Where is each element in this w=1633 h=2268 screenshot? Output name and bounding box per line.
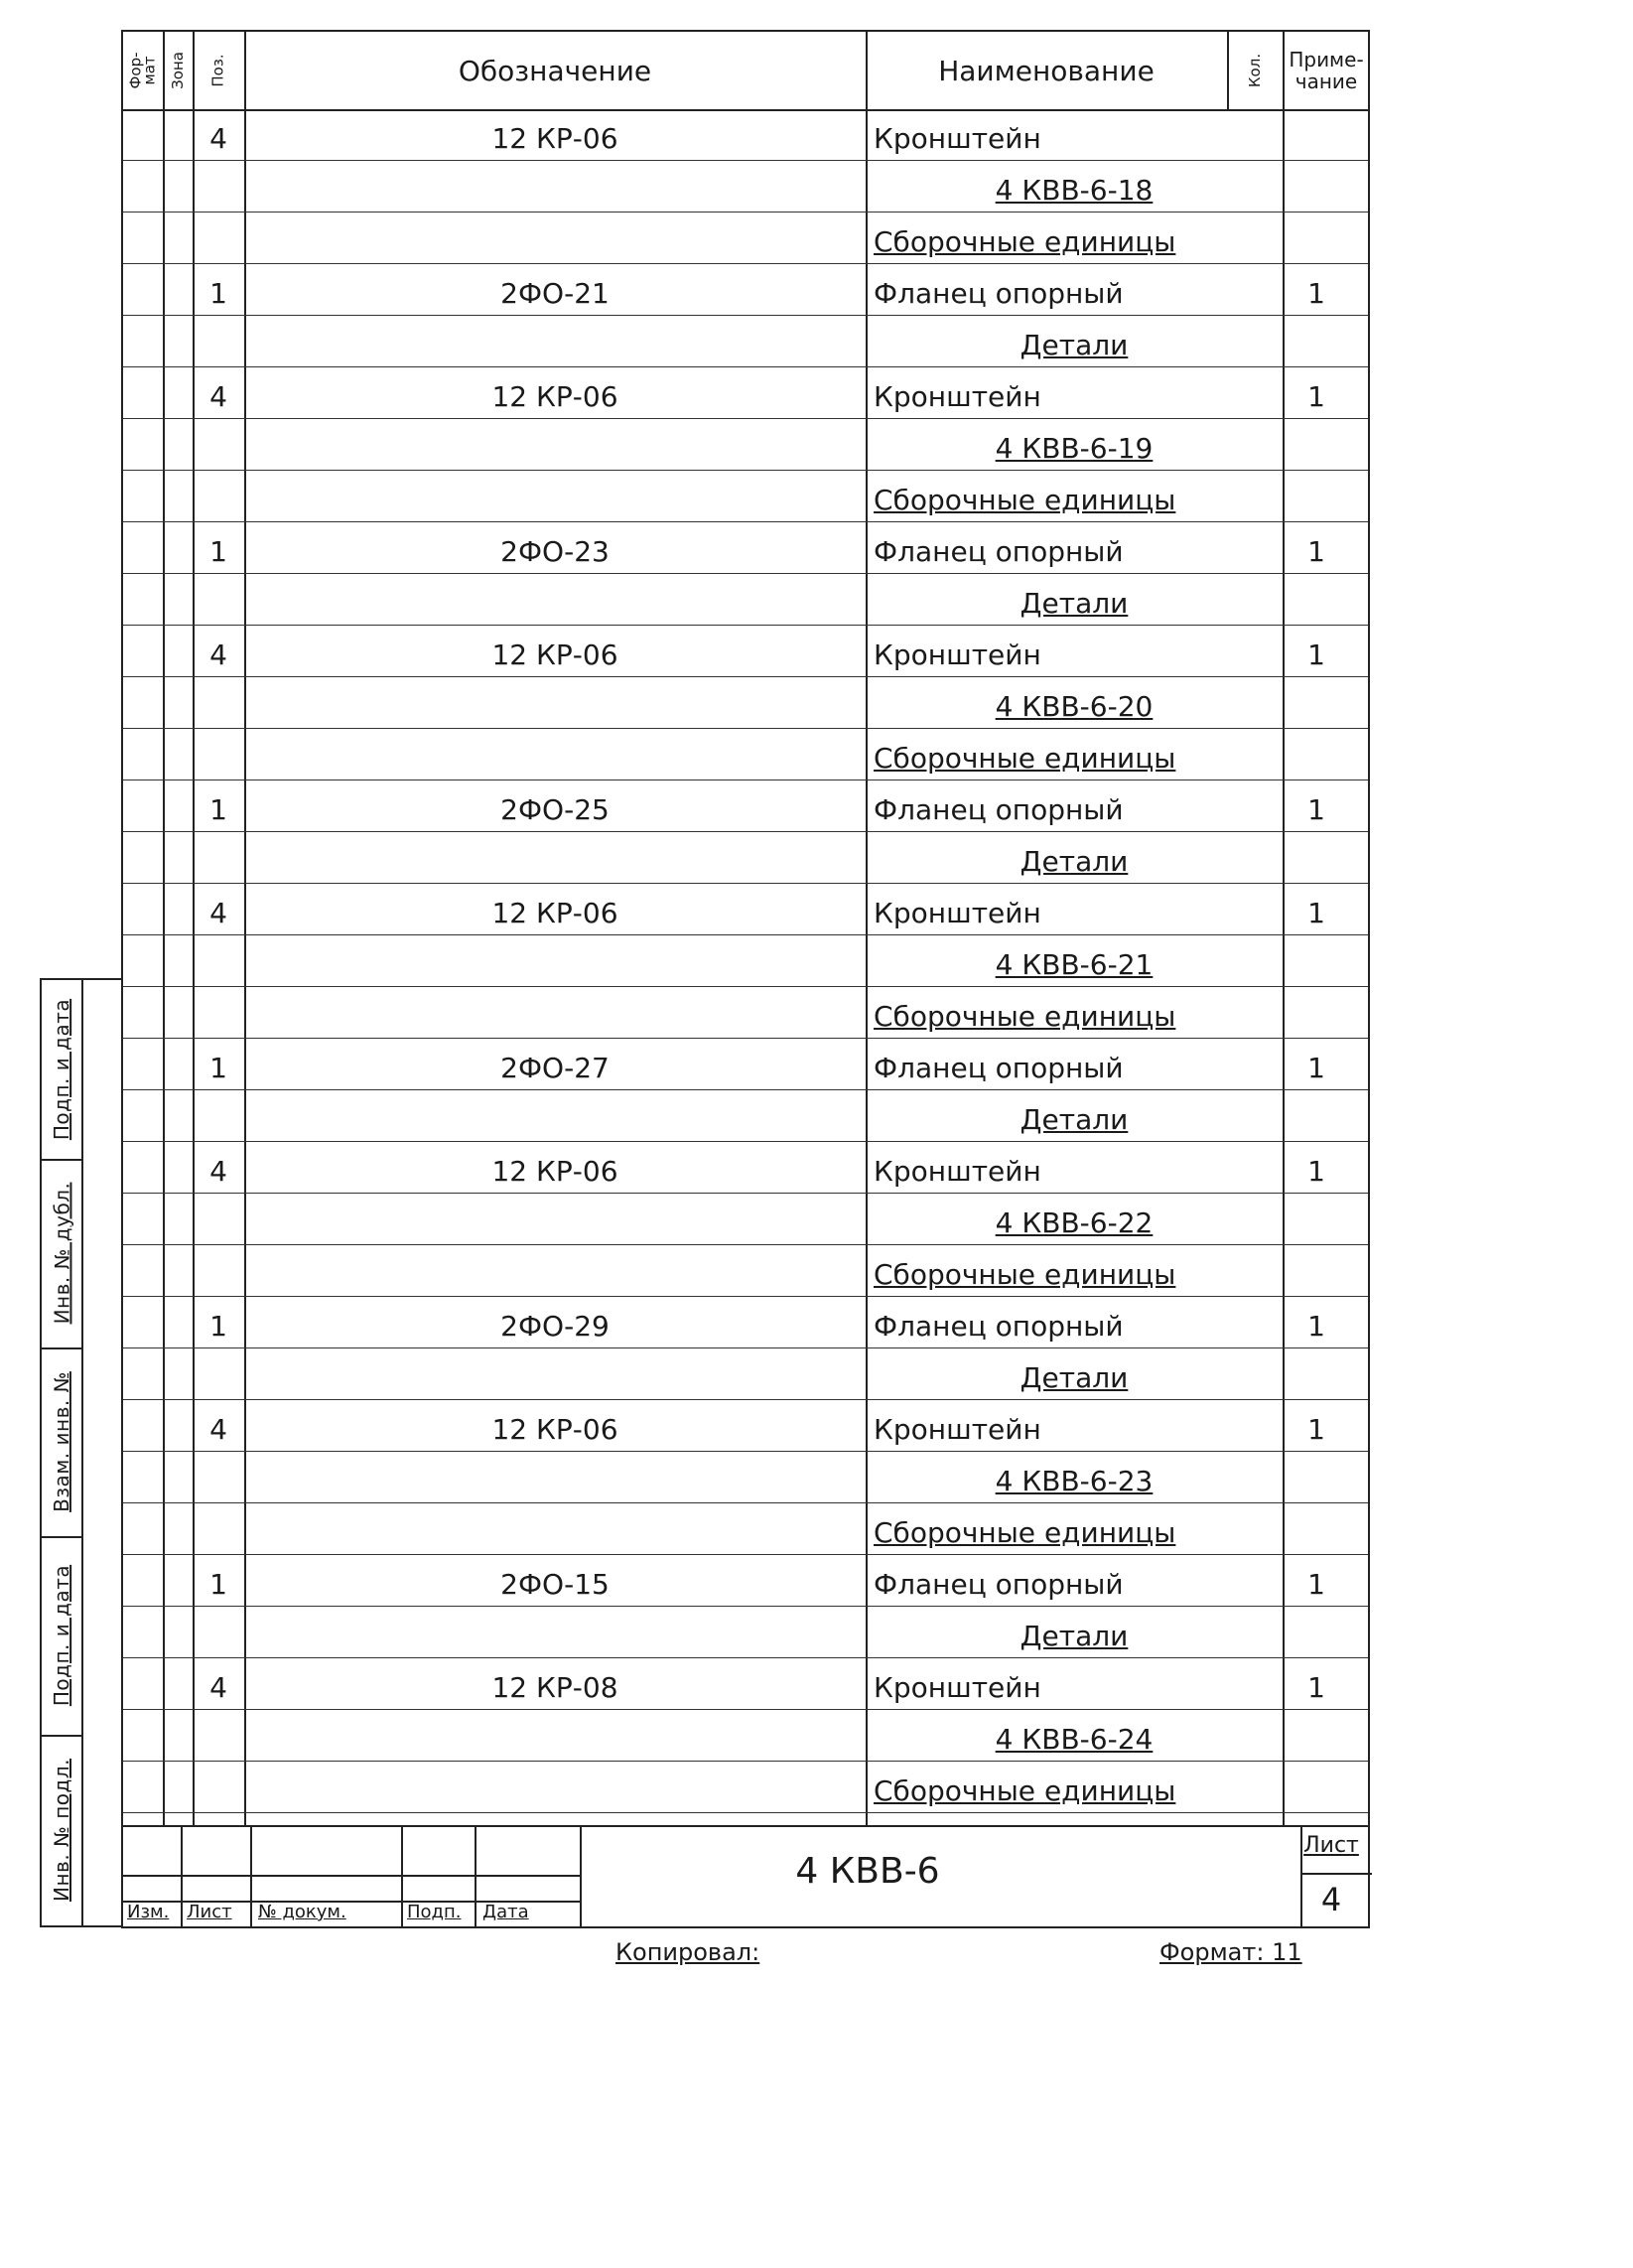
row-designation: 12 КР-06 <box>491 380 618 413</box>
row-name: Сборочные единицы <box>874 484 1176 516</box>
row-name: Детали <box>1020 329 1129 361</box>
row-designation: 12 КР-08 <box>491 1671 618 1704</box>
row-pos <box>193 677 244 729</box>
row-pos: 1 <box>209 277 227 310</box>
table-row <box>123 161 1368 213</box>
row-designation <box>244 1245 866 1297</box>
table-row <box>123 935 1368 987</box>
table-row <box>123 213 1368 264</box>
row-designation: 12 КР-06 <box>491 1155 618 1188</box>
row-pos <box>193 161 244 213</box>
row-pos: 4 <box>209 638 227 671</box>
row-designation <box>244 161 866 213</box>
row-pos: 1 <box>209 1052 227 1084</box>
row-qty <box>1283 832 1350 884</box>
side-stamp-strip <box>40 978 123 1927</box>
header-designation: Обозначение <box>458 54 652 87</box>
row-designation <box>244 1452 866 1503</box>
table-row <box>123 832 1368 884</box>
row-designation <box>244 987 866 1039</box>
side-label-orig-inv: Инв. № подл. <box>50 1759 74 1902</box>
row-designation: 2ФО-23 <box>500 535 610 568</box>
row-pos <box>193 1194 244 1245</box>
row-designation: 2ФО-25 <box>500 793 610 826</box>
row-qty: 1 <box>1307 1310 1325 1343</box>
row-pos: 4 <box>209 897 227 929</box>
table-row <box>123 1658 1368 1710</box>
table-row <box>123 264 1368 316</box>
table-row <box>123 1710 1368 1762</box>
row-designation <box>244 729 866 780</box>
row-name: 4 КВВ-6-23 <box>995 1465 1154 1497</box>
row-designation: 2ФО-15 <box>500 1568 610 1601</box>
row-qty <box>1283 574 1350 626</box>
row-qty <box>1283 419 1350 471</box>
row-name: Кронштейн <box>874 380 1041 413</box>
tb-label-date: Дата <box>482 1902 529 1922</box>
row-name: 4 КВВ-6-18 <box>995 174 1154 207</box>
table-row <box>123 677 1368 729</box>
row-name: Сборочные единицы <box>874 1000 1176 1033</box>
row-pos <box>193 1452 244 1503</box>
row-qty: 1 <box>1307 1413 1325 1446</box>
row-name: Фланец опорный <box>874 1052 1124 1084</box>
row-qty <box>1283 987 1350 1039</box>
row-pos <box>193 935 244 987</box>
row-name: Фланец опорный <box>874 1568 1124 1601</box>
table-row <box>123 574 1368 626</box>
row-designation <box>244 935 866 987</box>
tb-label-sign: Подп. <box>407 1902 462 1922</box>
row-designation: 12 КР-06 <box>491 122 618 155</box>
row-designation <box>244 213 866 264</box>
row-pos <box>193 1348 244 1400</box>
row-designation <box>244 832 866 884</box>
row-designation <box>244 471 866 522</box>
row-pos <box>193 729 244 780</box>
row-qty <box>1283 1762 1350 1813</box>
side-label-sign-date-2: Подп. и дата <box>50 1564 73 1707</box>
row-qty <box>1283 1194 1350 1245</box>
row-pos <box>193 1090 244 1142</box>
side-label-replace-inv: Взам. инв. № <box>50 1371 74 1512</box>
row-name: Фланец опорный <box>874 793 1124 826</box>
row-qty <box>1283 1503 1350 1555</box>
table-row <box>123 1452 1368 1503</box>
row-pos <box>193 1503 244 1555</box>
row-pos: 4 <box>209 1413 227 1446</box>
table-row <box>123 1090 1368 1142</box>
row-designation <box>244 1710 866 1762</box>
row-name: Кронштейн <box>874 897 1041 929</box>
row-pos <box>193 1607 244 1658</box>
row-name: 4 КВВ-6-22 <box>995 1206 1154 1239</box>
row-designation <box>244 574 866 626</box>
row-name: 4 КВВ-6-19 <box>995 432 1154 465</box>
row-qty <box>1283 161 1350 213</box>
row-name: 4 КВВ-6-21 <box>995 948 1154 981</box>
row-designation <box>244 419 866 471</box>
table-row <box>123 1555 1368 1607</box>
copied-by-label: Копировал: <box>615 1938 760 1966</box>
row-qty <box>1283 1245 1350 1297</box>
row-qty: 1 <box>1307 1052 1325 1084</box>
header-name: Наименование <box>938 54 1155 87</box>
table-row <box>123 316 1368 367</box>
header-qty: Кол. <box>1246 53 1264 88</box>
row-qty: 1 <box>1307 793 1325 826</box>
side-label-dupl-inv: Инв. № дубл. <box>50 1182 73 1325</box>
row-qty: 1 <box>1307 1671 1325 1704</box>
row-qty <box>1283 316 1350 367</box>
table-row <box>123 626 1368 677</box>
row-pos: 4 <box>209 380 227 413</box>
table-row <box>123 1142 1368 1194</box>
format-label: Формат: 11 <box>1159 1938 1302 1966</box>
row-pos: 1 <box>209 1568 227 1601</box>
row-qty <box>1283 729 1350 780</box>
table-row <box>123 419 1368 471</box>
row-qty <box>1283 1090 1350 1142</box>
table-row <box>123 884 1368 935</box>
table-row <box>123 1607 1368 1658</box>
row-pos: 1 <box>209 1310 227 1343</box>
table-row <box>123 1348 1368 1400</box>
row-designation <box>244 1607 866 1658</box>
row-pos <box>193 419 244 471</box>
row-designation <box>244 1090 866 1142</box>
row-pos <box>193 213 244 264</box>
row-designation <box>244 1194 866 1245</box>
row-pos: 1 <box>209 793 227 826</box>
specification-table <box>121 30 1370 1928</box>
table-row <box>123 1762 1368 1813</box>
row-name: Детали <box>1020 845 1129 878</box>
sheet-number: 4 <box>1320 1881 1342 1918</box>
row-designation: 12 КР-06 <box>491 638 618 671</box>
row-name: Детали <box>1020 1361 1129 1394</box>
document-code: 4 КВВ-6 <box>795 1851 940 1892</box>
row-designation: 2ФО-27 <box>500 1052 610 1084</box>
row-qty: 1 <box>1307 897 1325 929</box>
row-qty <box>1283 1607 1350 1658</box>
row-name: Кронштейн <box>874 1671 1041 1704</box>
row-pos <box>193 471 244 522</box>
table-row <box>123 1400 1368 1452</box>
row-qty <box>1283 109 1350 161</box>
row-pos <box>193 832 244 884</box>
row-pos <box>193 1245 244 1297</box>
row-name: Фланец опорный <box>874 277 1124 310</box>
row-qty <box>1283 213 1350 264</box>
row-designation: 2ФО-21 <box>500 277 610 310</box>
row-name: Сборочные единицы <box>874 742 1176 775</box>
row-name: Кронштейн <box>874 1413 1041 1446</box>
row-name: Детали <box>1020 1103 1129 1136</box>
row-designation: 12 КР-06 <box>491 897 618 929</box>
table-row <box>123 1194 1368 1245</box>
row-pos <box>193 987 244 1039</box>
row-qty <box>1283 677 1350 729</box>
row-pos: 4 <box>209 1155 227 1188</box>
table-row <box>123 1039 1368 1090</box>
title-block <box>123 1825 1368 1926</box>
row-qty <box>1283 1348 1350 1400</box>
row-designation <box>244 1503 866 1555</box>
row-designation: 2ФО-29 <box>500 1310 610 1343</box>
row-name: Фланец опорный <box>874 1310 1124 1343</box>
table-row <box>123 109 1368 161</box>
row-qty: 1 <box>1307 277 1325 310</box>
tb-label-sheet: Лист <box>187 1902 232 1922</box>
header-zone: Зона <box>169 52 188 89</box>
sheet-label: Лист <box>1303 1833 1359 1858</box>
row-pos <box>193 574 244 626</box>
table-header <box>123 32 1368 111</box>
row-name: 4 КВВ-6-24 <box>995 1723 1154 1756</box>
row-name: Сборочные единицы <box>874 225 1176 258</box>
tb-label-change: Изм. <box>127 1902 170 1922</box>
table-row <box>123 367 1368 419</box>
row-name: Детали <box>1020 587 1129 620</box>
row-qty: 1 <box>1307 1155 1325 1188</box>
row-pos <box>193 1710 244 1762</box>
row-qty <box>1283 1452 1350 1503</box>
table-row <box>123 987 1368 1039</box>
tb-label-doc-no: № докум. <box>258 1902 346 1922</box>
row-name: Кронштейн <box>874 122 1041 155</box>
row-designation: 12 КР-06 <box>491 1413 618 1446</box>
row-qty: 1 <box>1307 638 1325 671</box>
side-label-sign-date-1: Подп. и дата <box>50 998 73 1141</box>
header-format: Фор- мат <box>127 52 159 89</box>
table-row <box>123 1503 1368 1555</box>
row-qty <box>1283 471 1350 522</box>
row-pos <box>193 316 244 367</box>
row-name: Сборочные единицы <box>874 1258 1176 1291</box>
row-name: 4 КВВ-6-20 <box>995 690 1154 723</box>
row-pos: 1 <box>209 535 227 568</box>
table-row <box>123 471 1368 522</box>
table-row <box>123 1297 1368 1348</box>
row-pos <box>193 1762 244 1813</box>
table-row <box>123 522 1368 574</box>
row-qty: 1 <box>1307 380 1325 413</box>
row-designation <box>244 316 866 367</box>
table-row <box>123 729 1368 780</box>
table-row <box>123 1245 1368 1297</box>
header-note: Приме- чание <box>1289 48 1364 93</box>
row-pos: 4 <box>209 122 227 155</box>
row-name: Сборочные единицы <box>874 1774 1176 1807</box>
row-name: Сборочные единицы <box>874 1516 1176 1549</box>
row-qty: 1 <box>1307 535 1325 568</box>
row-designation <box>244 1762 866 1813</box>
header-pos: Поз. <box>208 54 227 87</box>
table-row <box>123 780 1368 832</box>
row-name: Кронштейн <box>874 1155 1041 1188</box>
row-name: Фланец опорный <box>874 535 1124 568</box>
row-pos: 4 <box>209 1671 227 1704</box>
row-designation <box>244 677 866 729</box>
row-name: Кронштейн <box>874 638 1041 671</box>
row-qty: 1 <box>1307 1568 1325 1601</box>
row-qty <box>1283 935 1350 987</box>
row-designation <box>244 1348 866 1400</box>
row-qty <box>1283 1710 1350 1762</box>
row-name: Детали <box>1020 1620 1129 1652</box>
